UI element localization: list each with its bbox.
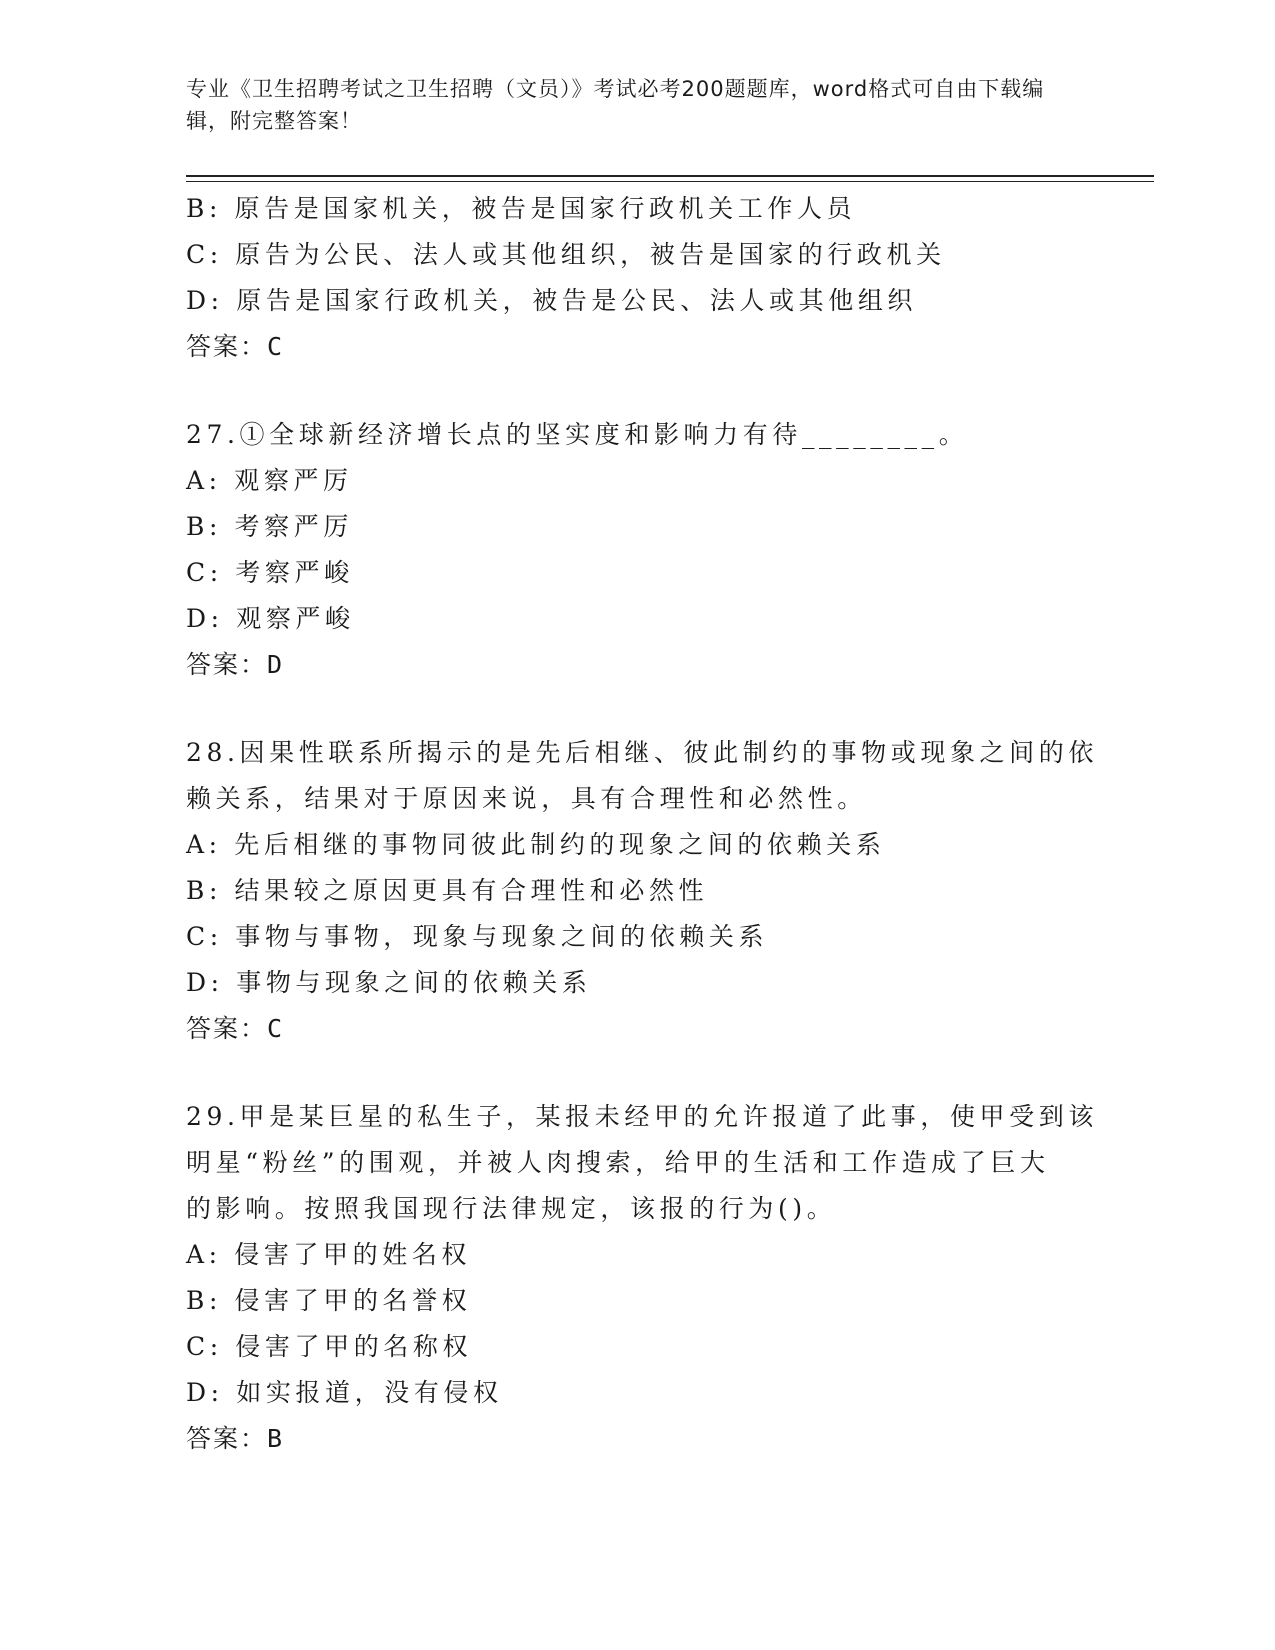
question-stem: 赖关系，结果对于原因来说，具有合理性和必然性。 xyxy=(186,784,867,813)
option-text: C: 侵害了甲的名称权 xyxy=(186,1332,473,1361)
answer-value: D xyxy=(267,650,285,679)
answer-line xyxy=(186,642,1086,688)
option-text: D: 事物与现象之间的依赖关系 xyxy=(186,968,592,997)
question-stem: 27.①全球新经济增长点的坚实度和影响力有待________。 xyxy=(186,420,969,449)
option-text: A: 观察严厉 xyxy=(186,466,353,495)
answer-line xyxy=(186,324,1086,370)
option-text: B: 原告是国家机关，被告是国家行政机关工作人员 xyxy=(186,194,857,223)
answer-line xyxy=(186,1006,1086,1052)
answer-value: C xyxy=(267,1014,285,1043)
option-text: D: 原告是国家行政机关，被告是公民、法人或其他组织 xyxy=(186,286,918,315)
answer-label: 答案： xyxy=(186,1014,268,1043)
option-text: A: 先后相继的事物同彼此制约的现象之间的依赖关系 xyxy=(186,830,886,859)
question-stem: 明星“粉丝”的围观，并被人肉搜索，给甲的生活和工作造成了巨大 xyxy=(186,1148,1050,1177)
question-block xyxy=(186,730,1098,1052)
question-stem: 29.甲是某巨星的私生子，某报未经甲的允许报道了此事，使甲受到该 xyxy=(186,1102,1098,1131)
answer-label: 答案： xyxy=(186,650,268,679)
answer-line xyxy=(186,1416,1086,1462)
option-text: D: 如实报道，没有侵权 xyxy=(186,1378,503,1407)
question-stem: 的影响。按照我国现行法律规定，该报的行为()。 xyxy=(186,1194,837,1223)
option-text: C: 考察严峻 xyxy=(186,558,354,587)
question-block xyxy=(186,1094,1098,1462)
header-rule-thin xyxy=(186,181,1154,182)
answer-label: 答案： xyxy=(186,1424,268,1453)
question-list xyxy=(186,186,1098,1462)
document-header: 专业《卫生招聘考试之卫生招聘（文员）》考试必考200题题库，word格式可自由下载编辑，附完整答案！ xyxy=(186,77,1045,133)
header-rule-thick xyxy=(186,175,1154,177)
option-text: B: 考察严厉 xyxy=(186,512,353,541)
option-text: C: 事物与事物，现象与现象之间的依赖关系 xyxy=(186,922,769,951)
question-block xyxy=(186,186,1086,370)
question-stem: 28.因果性联系所揭示的是先后相继、彼此制约的事物或现象之间的依 xyxy=(186,738,1098,767)
question-block xyxy=(186,412,1086,688)
answer-value: B xyxy=(267,1424,285,1453)
option-text: C: 原告为公民、法人或其他组织，被告是国家的行政机关 xyxy=(186,240,946,269)
option-text: A: 侵害了甲的姓名权 xyxy=(186,1240,472,1269)
option-text: D: 观察严峻 xyxy=(186,604,355,633)
answer-value: C xyxy=(267,332,285,361)
answer-label: 答案： xyxy=(186,332,268,361)
option-text: B: 结果较之原因更具有合理性和必然性 xyxy=(186,876,709,905)
option-text: B: 侵害了甲的名誉权 xyxy=(186,1286,472,1315)
